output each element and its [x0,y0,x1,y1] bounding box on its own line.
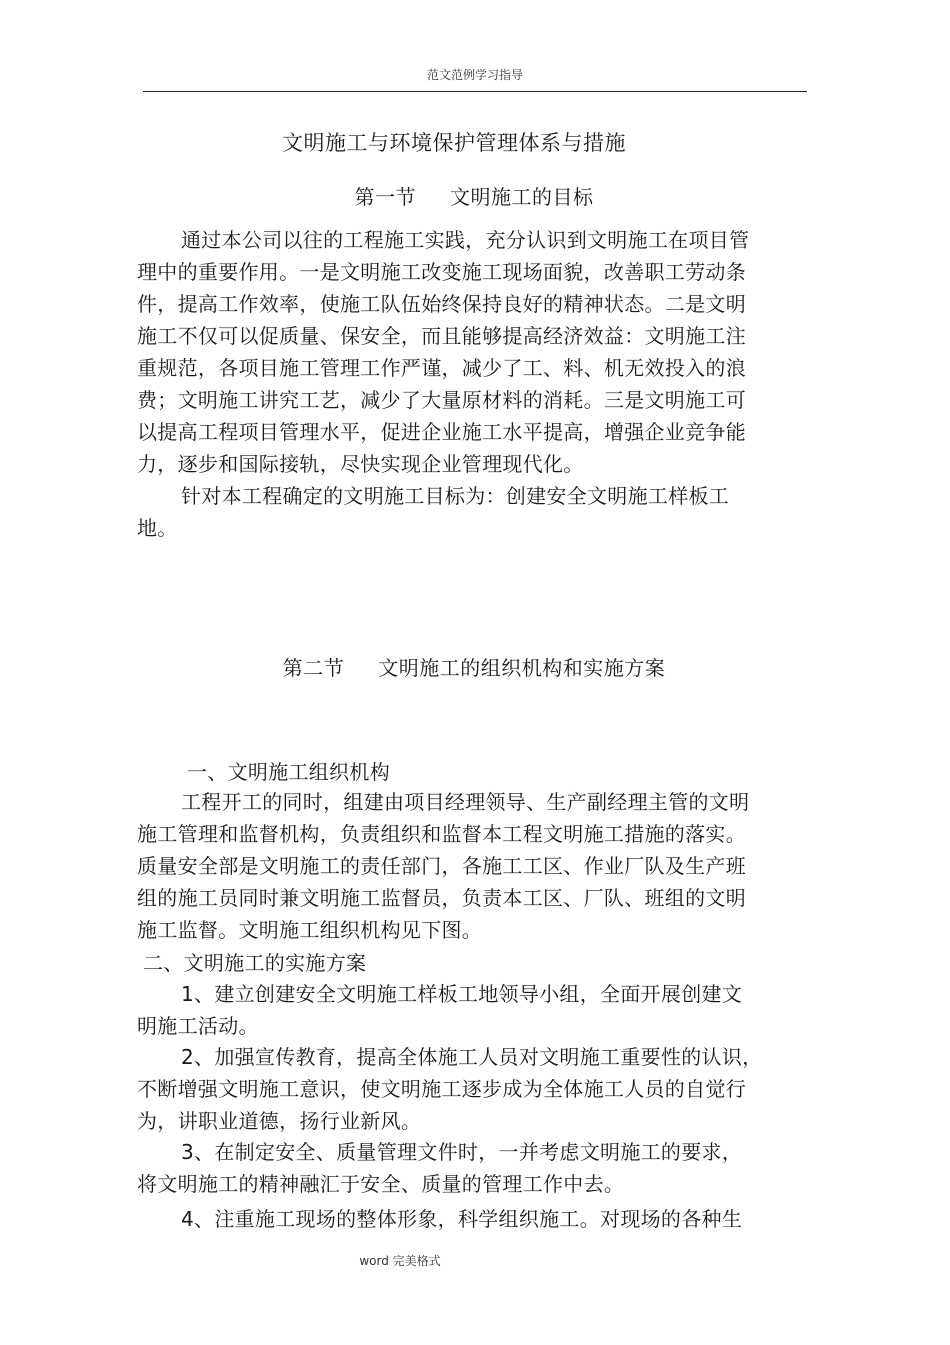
text-line: 明施工活动。 [137,1014,259,1038]
text-line: 3、在制定安全、质量管理文件时，一并考虑文明施工的要求， [181,1140,743,1164]
text-line: 1、建立创建安全文明施工样板工地领导小组，全面开展创建文 [181,982,743,1006]
text-line: 质量安全部是文明施工的责任部门，各施工工区、作业厂队及生产班 [137,854,746,878]
section-1-number: 第一节 [354,185,416,209]
list-item-4 [137,1203,771,1235]
list-item-1 [137,978,771,1042]
subsection-2-heading: 二、文明施工的实施方案 [143,951,367,975]
text-line: 不断增强文明施工意识，使文明施工逐步成为全体施工人员的自觉行 [137,1077,746,1101]
text-line: 2、加强宣传教育，提高全体施工人员对文明施工重要性的认识， [181,1045,763,1069]
page-header: 范文范例学习指导 [426,68,523,82]
text-line: 力，逐步和国际接轨，尽快实现企业管理现代化。 [137,452,584,476]
section-2-title: 文明施工的组织机构和实施方案 [378,656,666,680]
document-title: 文明施工与环境保护管理体系与措施 [282,131,626,155]
text-line: 地。 [137,516,178,540]
text-line: 4、注重施工现场的整体形象，科学组织施工。对现场的各种生 [181,1207,743,1231]
section-1-title: 文明施工的目标 [450,185,594,209]
page-footer: word 完美格式 [359,1254,441,1268]
subsection-1-heading: 一、文明施工组织机构 [187,760,390,784]
text-line: 重规范，各项目施工管理工作严谨，减少了工、料、机无效投入的浪 [137,356,746,380]
text-line: 理中的重要作用。一是文明施工改变施工现场面貌，改善职工劳动条 [137,260,746,284]
text-line: 针对本工程确定的文明施工目标为：创建安全文明施工样板工 [181,484,730,508]
section-1-heading [0,181,948,210]
list-item-2 [137,1041,771,1137]
section-1-paragraph-2 [137,480,771,544]
text-line: 以提高工程项目管理水平，促进企业施工水平提高，增强企业竞争能 [137,420,746,444]
text-line: 施工监督。文明施工组织机构见下图。 [137,918,483,942]
text-line: 施工不仅可以促质量、保安全，而且能够提高经济效益：文明施工注 [137,324,746,348]
section-2-paragraph-1 [137,786,771,946]
text-line: 通过本公司以往的工程施工实践，充分认识到文明施工在项目管 [181,228,750,252]
text-line: 件，提高工作效率，使施工队伍始终保持良好的精神状态。二是文明 [137,292,746,316]
text-line: 工程开工的同时，组建由项目经理领导、生产副经理主管的文明 [181,790,750,814]
text-line: 将文明施工的精神融汇于安全、质量的管理工作中去。 [137,1172,625,1196]
section-2-heading [0,652,948,681]
text-line: 为，讲职业道德，扬行业新风。 [137,1109,422,1133]
section-2-number: 第二节 [282,656,345,680]
section-1-paragraph-1 [137,224,771,480]
text-line: 费；文明施工讲究工艺，减少了大量原材料的消耗。三是文明施工可 [137,388,746,412]
text-line: 施工管理和监督机构，负责组织和监督本工程文明施工措施的落实。 [137,822,746,846]
list-item-3 [137,1136,771,1200]
header-divider [143,91,807,92]
text-line: 组的施工员同时兼文明施工监督员，负责本工区、厂队、班组的文明 [137,886,746,910]
